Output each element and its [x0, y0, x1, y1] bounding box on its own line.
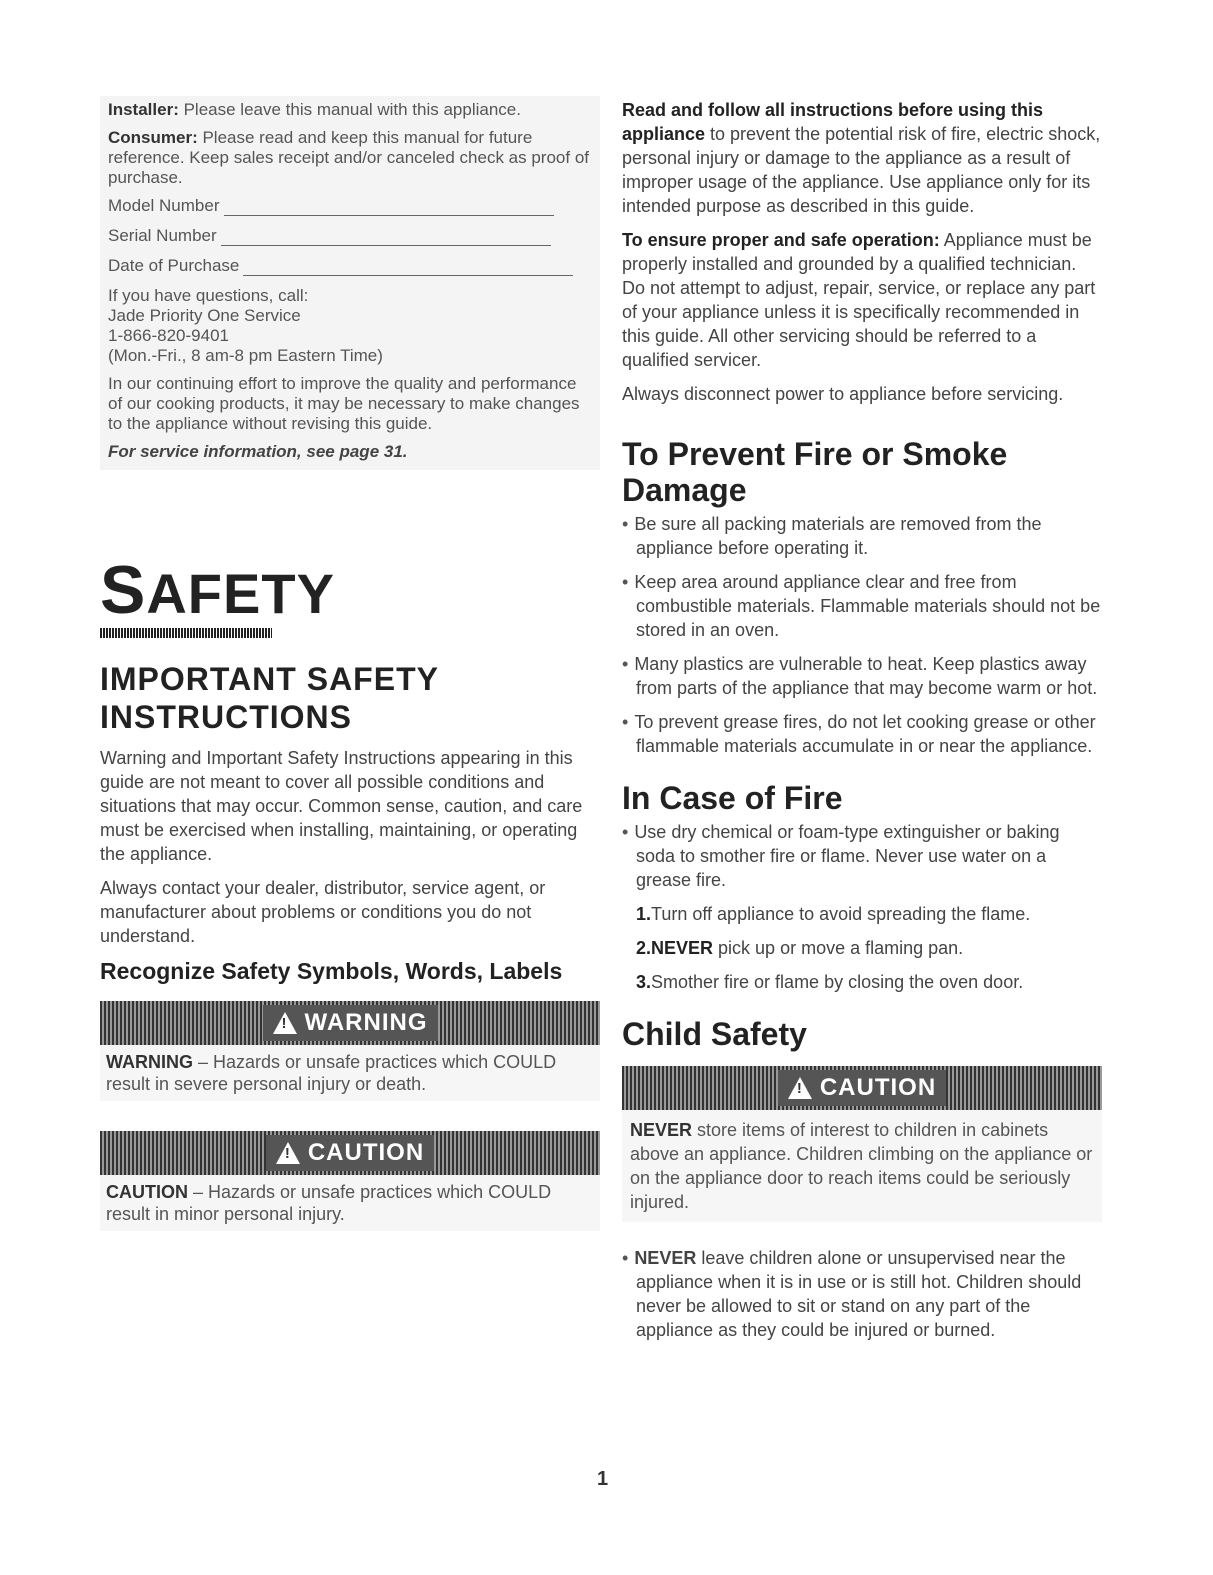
safe-operation-paragraph: To ensure proper and safe operation: Appliance must be properly installed and grounded by a qualified technician. Do not attempt to adjust, repair, service, or replace any part of your appliance unless it is specifically recommended in this guide. All other servicing should be referred to a qualified servicer. — [622, 230, 1096, 370]
step-item: 2.NEVER pick up or move a flaming pan. — [636, 938, 964, 958]
list-item: • Be sure all packing materials are removed from the appliance before operating it. — [622, 512, 1102, 560]
warning-description: WARNING – Hazards or unsafe practices which COULD result in severe personal injury or death. — [100, 1045, 600, 1101]
important-safety-heading: IMPORTANT SAFETY INSTRUCTIONS — [100, 661, 439, 735]
consumer-note: Consumer: Please read and keep this manual for future reference. Keep sales receipt and/or canceled check as proof of purchase. — [108, 128, 590, 187]
model-number-field[interactable]: Model Number — [108, 196, 592, 216]
child-safety-list — [622, 1246, 1102, 1342]
service-info-note: For service information, see page 31. — [108, 442, 408, 461]
owner-info-box — [100, 96, 600, 470]
prevent-fire-list — [622, 512, 1102, 758]
warning-banner: ! WARNING — [100, 1001, 600, 1045]
date-of-purchase-field[interactable]: Date of Purchase — [108, 256, 592, 276]
caution-description: CAUTION – Hazards or unsafe practices which COULD result in minor personal injury. — [100, 1175, 600, 1231]
contact-info: If you have questions, call: Jade Priority One Service 1-866-820-9401 (Mon.-Fri., 8 am-8 pm Eastern Time) — [108, 286, 592, 366]
date-of-purchase-line — [243, 259, 573, 276]
improve-note: In our continuing effort to improve the quality and performance of our cooking products, it may be necessary to make changes to the appliance without revising this guide. — [108, 374, 580, 433]
list-item: • Many plastics are vulnerable to heat. Keep plastics away from parts of the appliance that may become warm or hot. — [622, 652, 1102, 700]
in-case-of-fire-heading: In Case of Fire — [622, 780, 843, 816]
recognize-symbols-heading: Recognize Safety Symbols, Words, Labels — [100, 958, 563, 984]
page-number: 1 — [597, 1468, 609, 1490]
safety-intro-paragraph: Warning and Important Safety Instructions appearing in this guide are not meant to cover all possible conditions and situations that may occur. Common sense, caution, and care must be exercised when installing, maintaining, or operating the appliance. — [100, 748, 583, 864]
prevent-fire-heading: To Prevent Fire or Smoke Damage — [622, 436, 1008, 508]
warning-triangle-icon: ! — [273, 1012, 297, 1034]
title-rule — [100, 628, 272, 638]
fire-steps — [622, 902, 1102, 994]
safety-title: SAFETY — [100, 552, 335, 628]
list-item: • Keep area around appliance clear and free from combustible materials. Flammable materials should not be stored in an oven. — [622, 570, 1102, 642]
step-item: 3.Smother fire or flame by closing the oven door. — [636, 972, 1024, 992]
caution-triangle-icon: ! — [276, 1142, 300, 1164]
serial-number-field[interactable]: Serial Number — [108, 226, 592, 246]
right-column — [622, 98, 1102, 1352]
read-instructions-paragraph: Read and follow all instructions before using this appliance to prevent the potential risk of fire, electric shock, personal injury or damage to the appliance as a result of improper usage of the appliance. Use appliance only for its intended purpose as described in this guide. — [622, 100, 1101, 216]
list-item: • NEVER leave children alone or unsupervised near the appliance when it is in use or is still hot. Children should never be allowed to sit or stand on any part of the appliance as they could be injured or burned. — [622, 1246, 1102, 1342]
caution-banner: ! CAUTION — [100, 1131, 600, 1175]
model-number-line — [224, 199, 554, 216]
list-item: • To prevent grease fires, do not let cooking grease or other flammable materials accumulate in or near the appliance. — [622, 710, 1102, 758]
disconnect-power-paragraph: Always disconnect power to appliance before servicing. — [622, 384, 1064, 404]
child-caution-banner: ! CAUTION — [622, 1066, 1102, 1110]
serial-number-line — [221, 229, 551, 246]
step-item: 1.Turn off appliance to avoid spreading the flame. — [636, 904, 1031, 924]
fire-list — [622, 820, 1102, 892]
left-column — [100, 96, 600, 1261]
child-caution-description: NEVER store items of interest to children in cabinets above an appliance. Children climbing on the appliance or on the appliance door to reach items could be seriously injured. — [622, 1110, 1102, 1222]
caution-triangle-icon: ! — [788, 1077, 812, 1099]
child-safety-heading: Child Safety — [622, 1016, 807, 1052]
list-item: • Use dry chemical or foam-type extinguisher or baking soda to smother fire or flame. Never use water on a grease fire. — [622, 820, 1102, 892]
phone-number: 1-866-820-9401 — [108, 326, 229, 345]
contact-dealer-paragraph: Always contact your dealer, distributor, service agent, or manufacturer about problems or conditions you do not understand. — [100, 878, 546, 946]
installer-note: Installer: Please leave this manual with this appliance. — [108, 100, 521, 119]
